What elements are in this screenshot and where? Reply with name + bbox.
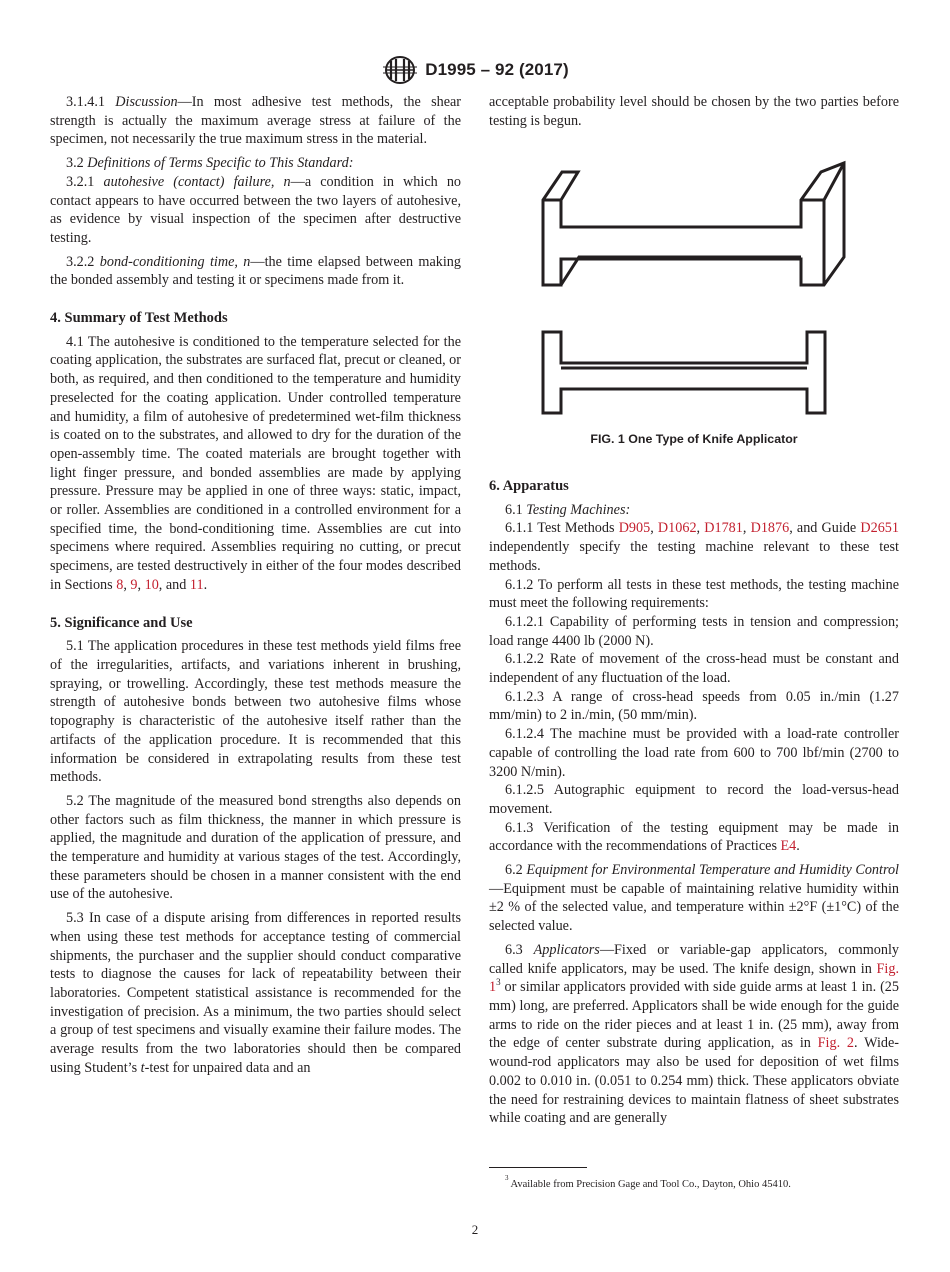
section-heading-6: 6. Apparatus — [489, 478, 569, 494]
applicator-right-arm-face — [801, 163, 844, 200]
footnote-3: $^3$ Available from Precision Gage and Tool Co., Dayton, Ohio 45410. — [505, 1174, 791, 1190]
section-8-link[interactable]: 8 — [116, 576, 124, 593]
paragraph-6-1-2: 6.1.2 To perform all tests in these test methods, the testing machine must meet the following requirements: — [489, 576, 899, 612]
paragraph-6-1-3: 6.1.3 Verification of the testing equipment may be made in accordance with the recommendations of Practices E4. — [489, 819, 899, 855]
paragraph-3-2-1: 3.2.1 autohesive (contact) failure, n—a condition in which no contact appears to have occurred between the two layers of autohesive, as evidence by visual inspection of the specimen after destructive testing. — [50, 173, 462, 246]
page-header — [0, 53, 950, 87]
right-column-top — [489, 93, 899, 130]
paragraph-3-2: 3.2 Definitions of Terms Specific to This Standard: — [66, 155, 354, 172]
page-number: 2 — [471, 1222, 479, 1237]
paragraph-3-2-2: 3.2.2 bond-conditioning time, n—the time elapsed between making the bonded assembly and testing it or specimens made from it. — [50, 253, 461, 289]
right-column-bottom — [489, 458, 899, 1128]
paragraph-6-1-2-3: 6.1.2.3 A range of cross-head speeds from 0.05 in./min (1.27 mm/min) to 2 in./min, (50 mm/min). — [489, 688, 899, 724]
section-heading-4: 4. Summary of Test Methods — [50, 310, 228, 327]
left-column — [50, 93, 461, 1077]
applicator-bevel-line — [561, 257, 801, 285]
paragraph-5-3-continued: acceptable probability level should be chosen by the two parties before testing is begun. — [489, 94, 899, 129]
d2651-link[interactable]: D2651 — [860, 520, 899, 537]
paragraph-5-2: 5.2 The magnitude of the measured bond strengths also depends on other factors such as film thickness, the manner in which pressure is applied, the magnitude and duration of the application of pressure, and the temperature and humidity at various stages of the test. Accordingly, these parameters should be chosen in a manner consistent with the end use of the autohesive. — [50, 792, 461, 903]
paragraph-6-3: 6.3 Applicators—Fixed or variable-gap applicators, commonly called knife applicators, may be used. The knife design, shown in Fig. $1^3$ or similar applicators provided with side guide arms at least 1 in. (25 mm) long, are preferred. Applicators shall be wide enough for the guide arms to ride on the rider pieces and at least 1 in. (25 mm), away from the edge of center substrate during application, as in Fig. 2. Wide-wound-rod applicators may also be used for deposition of wet films 0.002 to 0.010 in. (0.051 to 0.254 mm) thick. These applicators obviate the need for restraining devices to maintain flatness of sheet substrates while coating and are generally — [489, 941, 899, 1127]
d1781-link[interactable]: D1781 — [704, 520, 743, 537]
footnote-3-ref[interactable]: 3 — [496, 977, 501, 988]
applicator-front-view-outline — [543, 332, 825, 413]
astm-logo-icon — [381, 55, 419, 85]
e4-link[interactable]: E4 — [780, 838, 797, 855]
applicator-top-view-outline — [543, 163, 844, 285]
section-9-link[interactable]: 9 — [130, 576, 138, 593]
paragraph-6-1: 6.1 Testing Machines: — [505, 501, 631, 518]
paragraph-6-1-2-2: 6.1.2.2 Rate of movement of the cross-head must be constant and independent of any fluctuation of the load. — [489, 651, 899, 687]
paragraph-5-1: 5.1 The application procedures in these test methods yield films free of the irregularities, artifacts, and variations inherent in brushing, spraying, or trowelling. Accordingly, these test methods measure the strength of autohesive bonds between two autohesive films whose topography is characteristic of the autohesive itself rather than the artifacts of the application procedure. It is recommended that this information be considered in extrapolating results from these test methods. — [50, 638, 461, 786]
standard-designation: D1995 – 92 (2017) — [425, 60, 569, 79]
fig-1-link[interactable]: Fig. 1 — [489, 960, 899, 996]
paragraph-6-1-2-5: 6.1.2.5 Autographic equipment to record the load-versus-head movement. — [489, 782, 899, 817]
d1876-link[interactable]: D1876 — [750, 520, 790, 537]
section-10-link[interactable]: 10 — [144, 576, 159, 593]
knife-applicator-drawing — [489, 152, 899, 432]
footnote-divider — [489, 1167, 587, 1168]
paragraph-6-1-2-1: 6.1.2.1 Capability of performing tests in tension and compression; load range 4400 lb (2000 N). — [489, 613, 899, 649]
d1062-link[interactable]: D1062 — [657, 520, 697, 537]
paragraph-3-1-4-1: 3.1.4.1 Discussion—In most adhesive test methods, the shear strength is actually the maximum average stress at failure of the specimen, not necessarily the true maximum stress in the material. — [50, 94, 462, 148]
paragraph-6-2: 6.2 Equipment for Environmental Temperature and Humidity Control—Equipment must be capable of maintaining relative humidity within ±2 % of the selected value, and temperature within ±2°F (±1°C) of the selected value. — [489, 862, 899, 935]
figure-1-caption: FIG. 1 One Type of Knife Applicator — [590, 432, 798, 446]
paragraph-6-1-1: 6.1.1 Test Methods D905, D1062, D1781, D1876, and Guide D2651 independently specify the testing machine relevant to these test methods. — [489, 520, 899, 574]
paragraph-6-1-2-4: 6.1.2.4 The machine must be provided with a load-rate controller capable of controlling the load rate from 600 to 700 lbf/min (2700 to 3200 N/min). — [489, 726, 899, 780]
section-heading-5: 5. Significance and Use — [50, 614, 193, 631]
d905-link[interactable]: D905 — [618, 520, 651, 537]
fig-2-link[interactable]: Fig. 2 — [817, 1035, 855, 1052]
section-11-link[interactable]: 11 — [189, 576, 204, 593]
figure-1 — [489, 152, 899, 452]
paragraph-5-3: 5.3 In case of a dispute arising from differences in reported results when using these test methods for acceptance testing of commercial shipments, the purchaser and the supplier should conduct comparative tests to diagnose the causes for lack of repeatability between their laboratories. Competent statistical assistance is recommended for the investigation of precision. As a minimum, the two parties should select a group of test specimens and visually examine their failure modes. The average results from the two laboratories should then be compared using Student’s t-test for unpaired data and an — [50, 910, 461, 1076]
paragraph-4-1: 4.1 The autohesive is conditioned to the temperature selected for the coating application, the substrates are surfaced flat, precut or cleaned, or both, as required, and then conditioned to the temperature and humidity preselected for the coating application. Under controlled temperature and humidity, a film of autohesive of predetermined wet-film thickness is coated on to the substrates, and allowed to dry for the duration of the open-assembly time. The coated materials are brought together with light finger pressure, and bonded assemblies are made by applying pressure. Pressure may be applied in one of three ways: static, impact, or roller. Assemblies are conditioned in a controlled environment for a specified time, the bond-conditioning time. Assemblies are cut into specimens where required. Assemblies requiring no cutting, or precut specimens, are tested destructively in either of the four modes described in Sections 8, 9, 10, and 11. — [50, 333, 461, 593]
